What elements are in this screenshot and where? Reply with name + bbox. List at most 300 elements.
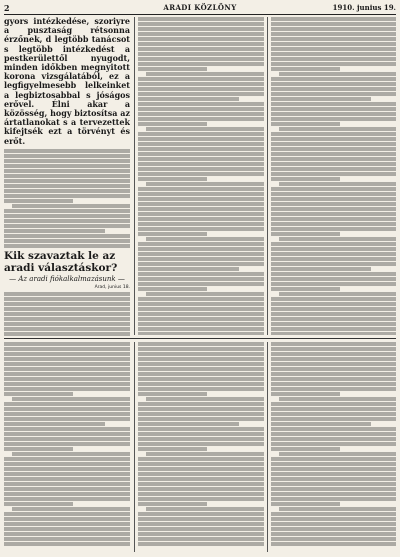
text-line <box>271 422 371 426</box>
text-line <box>138 402 264 406</box>
text-line <box>4 224 130 228</box>
text-line <box>4 159 130 163</box>
text-line <box>138 537 264 541</box>
text-line <box>138 252 264 256</box>
text-line <box>138 437 264 441</box>
text-line <box>138 512 264 516</box>
text-line <box>4 417 130 421</box>
text-line <box>138 322 264 326</box>
text-line <box>138 92 264 96</box>
text-line <box>271 252 396 256</box>
text-line <box>271 47 396 51</box>
text-line <box>271 442 396 446</box>
text-line <box>279 292 397 296</box>
text-line <box>138 62 264 66</box>
text-line <box>4 492 130 496</box>
article-lead: gyors intézkedése, szoriyre a pusztaság rétsonna érzőnek, d legtöbb tanácsot s legtöbb intézkedést a pestkerülettől nyugodt, minden időkben megnyitott korona vizsgálatából, ez a legfigyelmesebb lelkeinket a legbiztosabbal s jóságos erővel. Élni akar a közösség, hogy biztosítsa az ártatlanokat s a tervezettek kifejtsék ezt a törvényt és erőt. <box>4 17 130 146</box>
text-line <box>271 402 396 406</box>
text-line <box>271 472 396 476</box>
text-line <box>4 437 130 441</box>
text-line <box>271 497 396 501</box>
text-line <box>138 467 264 471</box>
text-line <box>138 422 239 426</box>
text-line <box>138 427 264 431</box>
text-line <box>12 507 130 511</box>
text-line <box>271 17 396 21</box>
text-line <box>4 347 130 351</box>
bottom-divider-1 <box>134 342 135 552</box>
issue-date: 1910. junius 19. <box>333 3 396 12</box>
text-line <box>4 184 130 188</box>
text-line <box>4 392 73 396</box>
text-line <box>138 52 264 56</box>
text-line <box>138 132 264 136</box>
text-line <box>271 227 396 231</box>
page-header <box>4 2 396 15</box>
text-line <box>138 527 264 531</box>
text-line <box>138 162 264 166</box>
column-left <box>4 17 130 337</box>
text-line <box>271 447 340 451</box>
text-line <box>271 162 396 166</box>
text-line <box>138 297 264 301</box>
text-line <box>138 442 264 446</box>
text-line <box>271 307 396 311</box>
text-line <box>271 32 396 36</box>
text-line <box>146 127 264 131</box>
column-right <box>271 17 396 335</box>
text-line <box>138 157 264 161</box>
text-line <box>138 117 264 121</box>
text-line <box>279 127 397 131</box>
text-line <box>4 377 130 381</box>
text-line <box>4 322 130 326</box>
text-line <box>4 387 130 391</box>
text-line <box>4 179 130 183</box>
text-line <box>271 87 396 91</box>
text-line <box>146 182 264 186</box>
text-line <box>271 272 396 276</box>
text-line <box>138 327 264 331</box>
text-line <box>138 357 264 361</box>
text-line <box>271 362 396 366</box>
text-line <box>271 297 396 301</box>
text-line <box>279 237 397 241</box>
text-line <box>138 207 264 211</box>
text-line <box>4 302 130 306</box>
text-line <box>271 97 371 101</box>
text-line <box>271 37 396 41</box>
text-line <box>138 342 264 346</box>
text-line <box>271 327 396 331</box>
text-line <box>138 32 264 36</box>
text-line <box>138 492 264 496</box>
text-line <box>271 132 396 136</box>
text-line <box>271 437 396 441</box>
text-line <box>138 522 264 526</box>
text-line <box>138 447 207 451</box>
text-line <box>4 517 130 521</box>
text-line <box>138 382 264 386</box>
text-line <box>271 192 396 196</box>
text-line <box>4 537 130 541</box>
text-line <box>138 282 264 286</box>
text-line <box>138 367 264 371</box>
text-line <box>271 277 396 281</box>
text-line <box>138 172 264 176</box>
text-line <box>271 412 396 416</box>
text-line <box>138 347 264 351</box>
text-line <box>138 417 264 421</box>
text-line <box>271 172 396 176</box>
text-line <box>271 392 340 396</box>
text-line <box>138 152 264 156</box>
text-line <box>271 367 396 371</box>
text-line <box>271 67 340 71</box>
text-line <box>271 542 396 546</box>
text-line <box>279 182 397 186</box>
text-line <box>4 407 130 411</box>
text-line <box>138 457 264 461</box>
text-line <box>4 512 130 516</box>
feature-heading: Kik szavaztak le az aradi választáskor? <box>4 250 130 274</box>
text-line <box>4 477 130 481</box>
text-line <box>271 512 396 516</box>
text-line <box>138 497 264 501</box>
text-line <box>271 517 396 521</box>
text-line <box>271 152 396 156</box>
bottom-column-right <box>271 342 396 553</box>
text-line <box>138 377 264 381</box>
text-line <box>138 97 239 101</box>
newspaper-title: ARADI KÖZLÖNY <box>4 3 396 12</box>
text-line <box>138 37 264 41</box>
text-line <box>138 392 207 396</box>
text-line <box>271 247 396 251</box>
text-line <box>271 147 396 151</box>
text-line <box>4 194 130 198</box>
text-line <box>4 219 130 223</box>
text-line <box>4 209 130 213</box>
text-line <box>146 397 264 401</box>
text-line <box>138 232 207 236</box>
text-line <box>12 204 130 208</box>
text-line <box>138 77 264 81</box>
text-line <box>4 327 130 331</box>
text-line <box>4 527 130 531</box>
text-line <box>271 102 396 106</box>
page-number: 2 <box>4 3 10 13</box>
text-line <box>138 487 264 491</box>
text-line <box>138 87 264 91</box>
text-line <box>271 177 340 181</box>
text-line <box>4 317 130 321</box>
text-line <box>4 427 130 431</box>
text-line <box>271 482 396 486</box>
text-line <box>271 27 396 31</box>
text-line <box>138 532 264 536</box>
text-line <box>138 247 264 251</box>
text-line <box>138 167 264 171</box>
text-line <box>271 312 396 316</box>
column-divider-2 <box>267 17 268 335</box>
text-line <box>146 452 264 456</box>
text-line <box>4 352 130 356</box>
text-line <box>138 122 207 126</box>
bottom-column-middle <box>138 342 264 553</box>
text-line <box>4 432 130 436</box>
text-line <box>271 382 396 386</box>
text-line <box>4 189 130 193</box>
text-line <box>271 287 340 291</box>
text-line <box>12 452 130 456</box>
text-line <box>138 352 264 356</box>
text-line <box>138 47 264 51</box>
text-line <box>4 522 130 526</box>
text-line <box>271 267 371 271</box>
text-line <box>138 262 264 266</box>
text-line <box>138 107 264 111</box>
text-line <box>271 202 396 206</box>
text-line <box>4 487 130 491</box>
text-line <box>138 42 264 46</box>
text-line <box>138 192 264 196</box>
text-line <box>146 72 264 76</box>
text-line <box>4 312 130 316</box>
bottom-column-left <box>4 342 130 553</box>
text-line <box>4 297 130 301</box>
text-line <box>4 199 73 203</box>
text-line <box>4 307 130 311</box>
text-line <box>271 467 396 471</box>
text-line <box>138 482 264 486</box>
text-line <box>4 422 105 426</box>
text-line <box>271 537 396 541</box>
middle-body-text <box>138 17 264 335</box>
text-line <box>138 372 264 376</box>
text-line <box>4 244 130 248</box>
text-line <box>138 17 264 21</box>
text-line <box>271 317 396 321</box>
text-line <box>138 217 264 221</box>
text-line <box>138 502 207 506</box>
text-line <box>138 142 264 146</box>
text-line <box>138 287 207 291</box>
text-line <box>271 157 396 161</box>
text-line <box>138 462 264 466</box>
text-line <box>271 107 396 111</box>
text-line <box>138 222 264 226</box>
text-line <box>271 457 396 461</box>
text-line <box>271 522 396 526</box>
text-line <box>138 187 264 191</box>
text-line <box>271 357 396 361</box>
bottom-right-text <box>271 342 396 547</box>
text-line <box>4 382 130 386</box>
text-line <box>271 342 396 346</box>
text-line <box>138 362 264 366</box>
text-line <box>138 267 239 271</box>
text-line <box>4 442 130 446</box>
text-line <box>271 532 396 536</box>
text-line <box>271 207 396 211</box>
text-line <box>4 154 130 158</box>
text-line <box>138 477 264 481</box>
text-line <box>138 102 264 106</box>
text-line <box>138 202 264 206</box>
text-line <box>271 262 396 266</box>
text-line <box>138 317 264 321</box>
text-line <box>4 412 130 416</box>
text-line <box>279 452 397 456</box>
text-line <box>4 497 130 501</box>
text-line <box>138 542 264 546</box>
feature-dateline: Arad, junius 18. <box>4 285 130 290</box>
text-line <box>271 167 396 171</box>
text-line <box>146 292 264 296</box>
text-line <box>138 197 264 201</box>
text-line <box>271 477 396 481</box>
text-line <box>271 77 396 81</box>
text-line <box>271 417 396 421</box>
text-line <box>271 112 396 116</box>
text-line <box>271 527 396 531</box>
text-line <box>4 229 105 233</box>
text-line <box>271 22 396 26</box>
text-line <box>271 377 396 381</box>
text-line <box>138 257 264 261</box>
text-line <box>271 82 396 86</box>
text-line <box>271 197 396 201</box>
text-line <box>4 467 130 471</box>
text-line <box>271 257 396 261</box>
text-line <box>271 387 396 391</box>
text-line <box>271 92 396 96</box>
text-line <box>4 362 130 366</box>
text-line <box>4 542 130 546</box>
text-line <box>138 517 264 521</box>
section-divider <box>4 338 396 339</box>
text-line <box>279 397 397 401</box>
bottom-left-text <box>4 342 130 547</box>
text-line <box>271 217 396 221</box>
text-line <box>4 239 130 243</box>
text-line <box>271 57 396 61</box>
text-line <box>4 164 130 168</box>
text-line <box>4 372 130 376</box>
text-line <box>4 472 130 476</box>
text-line <box>4 234 130 238</box>
text-line <box>138 177 207 181</box>
feature-subtitle: — Az aradi fiókalkalmazásunk — <box>4 275 130 283</box>
text-line <box>271 187 396 191</box>
text-line <box>138 227 264 231</box>
text-line <box>138 387 264 391</box>
text-line <box>271 122 340 126</box>
left-body-text <box>4 149 130 249</box>
right-body-text <box>271 17 396 335</box>
text-line <box>4 482 130 486</box>
text-line <box>4 169 130 173</box>
text-line <box>138 332 264 335</box>
text-line <box>138 22 264 26</box>
text-line <box>4 174 130 178</box>
text-line <box>4 402 130 406</box>
text-line <box>271 212 396 216</box>
text-line <box>4 357 130 361</box>
text-line <box>271 432 396 436</box>
text-line <box>271 332 396 335</box>
text-line <box>271 137 396 141</box>
text-line <box>138 272 264 276</box>
text-line <box>138 432 264 436</box>
text-line <box>271 487 396 491</box>
text-line <box>138 82 264 86</box>
text-line <box>271 42 396 46</box>
text-line <box>4 367 130 371</box>
text-line <box>271 462 396 466</box>
text-line <box>4 332 130 336</box>
text-line <box>271 492 396 496</box>
text-line <box>138 412 264 416</box>
text-line <box>146 237 264 241</box>
text-line <box>271 242 396 246</box>
text-line <box>271 407 396 411</box>
column-middle <box>138 17 264 335</box>
text-line <box>138 242 264 246</box>
text-line <box>146 507 264 511</box>
text-line <box>138 137 264 141</box>
text-line <box>138 112 264 116</box>
text-line <box>279 507 397 511</box>
text-line <box>271 222 396 226</box>
text-line <box>4 447 73 451</box>
text-line <box>4 342 130 346</box>
text-line <box>138 307 264 311</box>
text-line <box>138 302 264 306</box>
bottom-divider-2 <box>267 342 268 552</box>
text-line <box>4 457 130 461</box>
text-line <box>271 232 340 236</box>
text-line <box>138 147 264 151</box>
text-line <box>4 502 73 506</box>
bottom-middle-text <box>138 342 264 547</box>
text-line <box>138 277 264 281</box>
text-line <box>271 502 340 506</box>
text-line <box>271 427 396 431</box>
newspaper-page <box>4 2 396 553</box>
text-line <box>271 282 396 286</box>
text-line <box>138 472 264 476</box>
text-line <box>4 462 130 466</box>
text-line <box>271 372 396 376</box>
text-line <box>271 352 396 356</box>
text-line <box>4 292 130 296</box>
text-line <box>138 407 264 411</box>
text-line <box>279 72 397 76</box>
text-line <box>271 52 396 56</box>
text-line <box>4 214 130 218</box>
column-divider-1 <box>134 17 135 335</box>
text-line <box>138 312 264 316</box>
text-line <box>271 62 396 66</box>
text-line <box>138 57 264 61</box>
text-line <box>138 212 264 216</box>
text-line <box>271 117 396 121</box>
text-line <box>4 149 130 153</box>
text-line <box>271 322 396 326</box>
text-line <box>12 397 130 401</box>
